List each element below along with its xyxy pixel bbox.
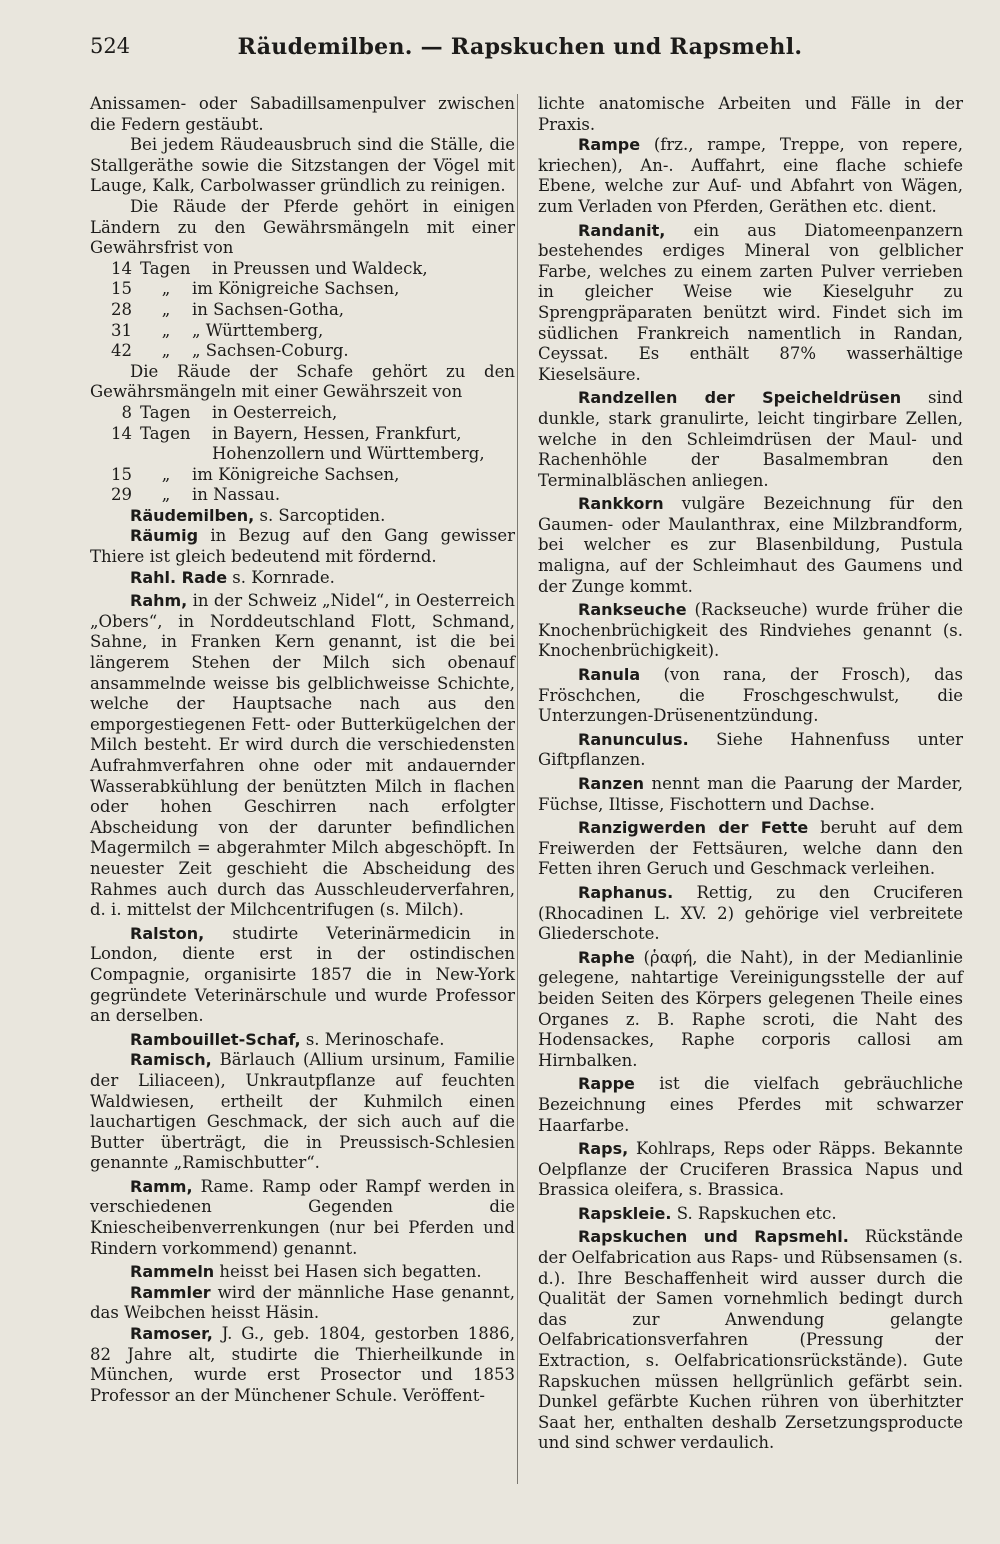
entry-raeudemilben xyxy=(90,506,515,527)
entry-body: Bärlauch (Allium ursinum, Familie der Liliaceen), Unkrautpflanze auf feuchten Waldwiesen, ertheilt der Kuhmilch einen lauchartigen Geschmack, der sich auch auf die Butter überträgt, die in Preussisch-Schlesien genannte „Ramischbutter“. xyxy=(90,1050,515,1173)
paragraph: Die Räude der Pferde gehört in einigen Ländern zu den Gewährsmängeln mit einer Gewährsfrist von xyxy=(90,196,515,258)
paragraph: Bei jedem Räudeausbruch sind die Ställe, die Stallgeräthe sowie die Sitzstangen der Vögel mit Lauge, Kalk, Carbolwasser gründlich zu reinigen. xyxy=(90,135,515,196)
entry-headword: Rankseuche xyxy=(578,600,687,620)
entry-headword: Räumig xyxy=(130,526,199,546)
entry-body: S. Rapskuchen etc. xyxy=(671,1203,837,1223)
entry-raps xyxy=(538,1139,963,1201)
entry-rampe xyxy=(538,135,963,217)
warranty-list-sheep xyxy=(90,403,515,506)
entry-headword: Ramoser, xyxy=(130,1324,213,1344)
entry-body: s. Kornrade. xyxy=(227,567,335,587)
entry-headword: Rammler xyxy=(130,1282,211,1302)
right-column xyxy=(538,94,963,1454)
entry-headword: Rahm, xyxy=(130,591,188,611)
entry-body: in Bezug auf den Gang gewisser Thiere ist gleich bedeutend mit fördernd. xyxy=(90,526,515,567)
entry-rammler xyxy=(90,1283,515,1324)
entry-body: studirte Veterinärmedicin in London, diente erst in der ostindischen Compagnie, organisirte 1857 die in New-York gegründete Veterinärschule und wurde Professor an derselben. xyxy=(90,923,515,1026)
entry-headword: Ranula xyxy=(578,665,641,685)
list-item: 28 „ in Sachsen-Gotha, xyxy=(111,299,345,319)
entry-headword: Rambouillet-Schaf, xyxy=(130,1029,301,1049)
list-item: 15 „ im Königreiche Sachsen, xyxy=(111,464,400,484)
entry-body: sind dunkle, stark granulirte, leicht tingirbare Zellen, welche in den Schleimdrüsen der Maul- und Rachenhöhle der Basalmembran den Terminalbläschen anliegen. xyxy=(538,388,963,490)
entry-rahl xyxy=(90,568,515,589)
entry-raeumig xyxy=(90,526,515,567)
entry-body: Kohlraps, Reps oder Räpps. Bekannte Oelpflanze der Cruciferen Brassica Napus und Brassica oleifera, s. Brassica. xyxy=(538,1139,963,1200)
entry-body: Rettig, zu den Cruciferen (Rhocadinen L. XV. 2) gehörige viel verbreitete Gliederschote. xyxy=(538,882,963,944)
entry-headword: Ralston, xyxy=(130,923,205,943)
entry-headword: Raps, xyxy=(578,1139,629,1159)
entry-body: (ῥαφή, die Naht), in der Medianlinie gelegene, nahtartige Vereinigungsstelle der auf beiden Seiten des Körpers gelegenen Theile eines Organes z. B. Raphe scroti, die Naht des Hodensackes, Raphe corporis callosi am Hirnbalken. xyxy=(538,947,963,1070)
running-title: Räudemilben. — Rapskuchen und Rapsmehl. xyxy=(237,34,803,60)
entry-headword: Rapskuchen und Rapsmehl. xyxy=(578,1227,849,1247)
entry-headword: Randanit, xyxy=(578,220,666,240)
list-item: 29 „ in Nassau. xyxy=(111,485,281,505)
entry-ramm xyxy=(90,1177,515,1259)
entry-body: beruht auf dem Freiwerden der Fettsäuren, welche dann den Fetten ihren Geruch und Geschmack verleihen. xyxy=(538,818,963,879)
entry-ranzigwerden xyxy=(538,818,963,880)
entry-headword: Raphe xyxy=(578,947,635,967)
entry-body: heisst bei Hasen sich begatten. xyxy=(214,1262,482,1282)
entry-headword: Ranunculus. xyxy=(578,729,689,749)
entry-rappe xyxy=(538,1074,963,1136)
entry-ranula xyxy=(538,665,963,727)
entry-body: ist die vielfach gebräuchliche Bezeichnung eines Pferdes mit schwarzer Haarfarbe. xyxy=(538,1074,963,1135)
entry-rankseuche xyxy=(538,600,963,662)
entry-body: (von rana, der Frosch), das Fröschchen, die Froschgeschwulst, die Unterzungen-Drüsenentzündung. xyxy=(538,665,963,726)
entry-ranzen xyxy=(538,774,963,815)
entry-body: Rückstände der Oelfabrication aus Raps- und Rübsensamen (s. d.). Ihre Beschaffenheit wird ausser durch die Qualität der Samen vornehmlich bedingt durch das zur Anwendung gelangte Oelfabricationsverfahren (Pressung der Extraction, s. Oelfabricationsrückstände). Gute Rapskuchen müssen hellgrünlich gefärbt sein. Dunkel gefärbte Kuchen rühren von überhitzter Saat her, enthalten deshalb Zersetzungsproducte und sind schwer verdaulich. xyxy=(538,1227,963,1453)
paragraph: lichte anatomische Arbeiten und Fälle in der Praxis. xyxy=(538,94,963,134)
entry-headword: Ranzigwerden der Fette xyxy=(578,818,809,838)
entry-headword: Rankkorn xyxy=(578,494,664,514)
entry-body: nennt man die Paarung der Marder, Füchse, Iltisse, Fischottern und Dachse. xyxy=(538,774,963,814)
entry-headword: Rahl. Rade xyxy=(130,567,228,587)
paragraph: Die Räude der Schafe gehört zu den Gewährsmängeln mit einer Gewährszeit von xyxy=(90,361,515,402)
entry-headword: Raphanus. xyxy=(578,882,674,902)
entry-body: wird der männliche Hase genannt, das Weibchen heisst Häsin. xyxy=(90,1282,515,1323)
entry-randanit xyxy=(538,221,963,386)
entry-headword: Rampe xyxy=(578,135,641,155)
paragraph: Anissamen- oder Sabadillsamenpulver zwischen die Federn gestäubt. xyxy=(90,94,515,134)
entry-headword: Ranzen xyxy=(578,774,645,793)
warranty-list-horses xyxy=(90,259,515,362)
entry-body: vulgäre Bezeichnung für den Gaumen- oder Maulanthrax, eine Milzbrandform, bei welcher es zur Blasenbildung, Pustula maligna, auf der Schleimhaut des Gaumens und der Zunge kommt. xyxy=(538,494,963,596)
entry-body: in der Schweiz „Nidel“, in Oesterreich „Obers“, in Norddeutschland Flott, Schmand, Sahne, in Franken Kern genannt, ist die bei längerem Stehen der Milch sich obenauf ansammelnde weisse bis gelblichweisse Schichte, welche der Hauptsache nach aus den emporgestiegenen Fett- oder Butterkügelchen der Milch besteht. Er wird durch die verschiedensten Aufrahmverfahren ohne oder mit andauernder Wasserabkühlung der benützten Milch in flachen oder hohen Geschirren nach erfolgter Abscheidung von der darunter befindlichen Magermilch = abgerahmter Milch abgeschöpft. In neuester Zeit geschieht die Abscheidung des Rahmes auch durch das Ausschleuderverfahren, d. i. mittelst der Milchcentrifugen (s. Milch). xyxy=(90,591,515,920)
entry-body: s. Merinoschafe. xyxy=(300,1029,445,1049)
entry-headword: Rammeln xyxy=(130,1262,215,1282)
entry-rahm xyxy=(90,591,515,921)
list-item: 31 „ „ Württemberg, xyxy=(111,320,324,340)
entry-headword: Rapskleie. xyxy=(578,1203,672,1223)
page-header xyxy=(90,34,950,68)
list-item: 42 „ „ Sachsen-Coburg. xyxy=(111,341,349,361)
entry-rankkorn xyxy=(538,494,963,597)
entry-body: J. G., geb. 1804, gestorben 1886, 82 Jahre alt, studirte die Thierheilkunde in München, wurde erst Prosector und 1853 Professor an der Münchener Schule. Veröffent- xyxy=(90,1324,515,1405)
entry-rapskleie xyxy=(538,1204,963,1225)
entry-rambouillet-schaf xyxy=(90,1030,515,1051)
entry-body: s. Sarcoptiden. xyxy=(254,505,386,525)
list-item: 8 Tagen in Oesterreich, xyxy=(121,402,338,422)
entry-ralston xyxy=(90,924,515,1027)
left-column xyxy=(90,94,515,1406)
entry-headword: Räudemilben, xyxy=(130,505,255,525)
entry-ramoser xyxy=(90,1324,515,1406)
entry-body: Rame. Ramp oder Rampf werden in verschiedenen Gegenden die Kniescheibenverrenkungen (nur bei Pferden und Rindern vorkommend) genannt. xyxy=(90,1176,515,1258)
entry-headword: Randzellen der Speicheldrüsen xyxy=(578,388,902,408)
page-number: 524 xyxy=(90,34,131,58)
entry-headword: Ramm, xyxy=(130,1176,193,1196)
entry-raphanus xyxy=(538,883,963,945)
entry-ramisch xyxy=(90,1050,515,1174)
entry-body: ein aus Diatomeenpanzern bestehendes erdiges Mineral von gelblicher Farbe, welches zu einem zarten Pulver verrieben in gleicher Weise wie Kieselguhr zu Sprengpräparaten benützt wird. Findet sich im südlichen Frankreich namentlich in Randan, Ceyssat. Es enthält 87% wasserhältige Kieselsäure. xyxy=(538,220,963,384)
list-item: 14 Tagen in Bayern, Hessen, Frankfurt, Hohenzollern und Württemberg, xyxy=(111,423,485,464)
entry-rapskuchen xyxy=(538,1227,963,1454)
entry-ranunculus xyxy=(538,730,963,771)
entry-headword: Ramisch, xyxy=(130,1050,212,1070)
column-divider xyxy=(517,94,518,1484)
entry-body: (Rackseuche) wurde früher die Knochenbrüchigkeit des Rindviehes genannt (s. Knochenbrüchigkeit). xyxy=(538,600,963,661)
entry-body: (frz., rampe, Treppe, von repere, kriechen), An-. Auffahrt, eine flache schiefe Ebene, welche zur Auf- und Abfahrt von Wägen, zum Verladen von Pferden, Geräthen etc. dient. xyxy=(538,135,963,216)
list-item: 15 „ im Königreiche Sachsen, xyxy=(111,279,400,299)
entry-raphe xyxy=(538,948,963,1072)
list-item: 14 Tagen in Preussen und Waldeck, xyxy=(111,258,428,278)
entry-rammeln xyxy=(90,1262,515,1283)
entry-body: Siehe Hahnenfuss unter Giftpflanzen. xyxy=(538,729,963,770)
entry-randzellen xyxy=(538,388,963,491)
entry-headword: Rappe xyxy=(578,1074,635,1094)
